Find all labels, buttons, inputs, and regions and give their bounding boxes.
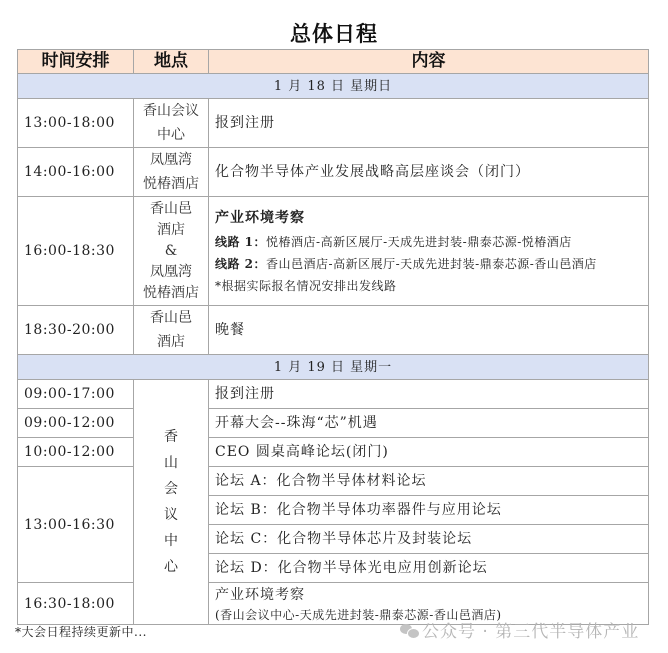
content-cell — [209, 197, 649, 306]
header-location: 地点 — [134, 50, 209, 74]
location-cell — [134, 306, 209, 355]
location-line: 香山邑 — [150, 310, 192, 326]
header-content: 内容 — [209, 50, 649, 74]
route-label: 线路 1： — [215, 235, 267, 249]
location-cell — [134, 99, 209, 148]
table-row — [18, 197, 649, 306]
location-line: 酒店 — [157, 221, 185, 238]
content-cell: 报到注册 — [209, 380, 649, 409]
day-label: 1 月 18 日 星期日 — [18, 74, 649, 99]
time-cell: 09:00-17:00 — [18, 380, 134, 409]
route-note: *根据实际报名情况安排出发线路 — [215, 279, 397, 293]
table-row — [18, 99, 649, 148]
content-cell: 报到注册 — [209, 99, 649, 148]
time-cell: 16:00-18:30 — [18, 197, 134, 306]
wechat-icon — [400, 624, 418, 638]
location-char: 会 — [164, 481, 178, 497]
page-title: 总体日程 — [290, 22, 378, 46]
table-header-row — [18, 50, 649, 74]
location-char: 心 — [164, 559, 178, 575]
location-cell — [134, 197, 209, 306]
content-cell: 论坛 A：化合物半导体材料论坛 — [209, 467, 649, 496]
table-row — [18, 467, 649, 496]
location-line: 凤凰湾 — [150, 152, 192, 168]
location-line: 中心 — [157, 127, 185, 143]
table-row — [18, 306, 649, 355]
schedule-table — [17, 49, 649, 625]
content-cell: 化合物半导体产业发展战略高层座谈会（闭门） — [209, 148, 649, 197]
time-cell: 09:00-12:00 — [18, 409, 134, 438]
time-cell: 18:30-20:00 — [18, 306, 134, 355]
content-cell: CEO 圆桌高峰论坛(闭门) — [209, 438, 649, 467]
route-text: 香山邑酒店-高新区展厅-天成先进封装-鼎泰芯源-香山邑酒店 — [266, 257, 597, 271]
footnote: *大会日程持续更新中... — [15, 625, 147, 639]
content-cell: 开幕大会--珠海“芯”机遇 — [209, 409, 649, 438]
time-cell: 16:30-18:00 — [18, 583, 134, 625]
header-time: 时间安排 — [18, 50, 134, 74]
content-cell: 晚餐 — [209, 306, 649, 355]
table-row — [18, 148, 649, 197]
location-line: 香山会议 — [143, 103, 199, 119]
day-banner — [18, 74, 649, 99]
activity-title: 产业环境考察 — [215, 210, 305, 226]
route-line — [215, 253, 648, 275]
route-label: 线路 2： — [215, 257, 267, 271]
location-char: 议 — [164, 507, 178, 523]
location-char: 香 — [164, 429, 178, 445]
location-cell — [134, 148, 209, 197]
content-cell: 论坛 D：化合物半导体光电应用创新论坛 — [209, 554, 649, 583]
route-text: 悦椿酒店-高新区展厅-天成先进封装-鼎泰芯源-悦椿酒店 — [266, 235, 572, 249]
time-cell: 14:00-16:00 — [18, 148, 134, 197]
location-line: & — [164, 242, 178, 259]
route-line — [215, 231, 648, 253]
location-line: 酒店 — [157, 334, 185, 350]
watermark — [400, 617, 639, 642]
shared-location-cell — [134, 380, 209, 625]
time-cell: 10:00-12:00 — [18, 438, 134, 467]
activity-route: (香山会议中心-天成先进封装-鼎泰芯源-香山邑酒店) — [215, 607, 502, 622]
day-label: 1 月 19 日 星期一 — [18, 355, 649, 380]
content-cell: 论坛 B：化合物半导体功率器件与应用论坛 — [209, 496, 649, 525]
day-banner — [18, 355, 649, 380]
location-char: 中 — [164, 533, 178, 549]
table-row — [18, 409, 649, 438]
watermark-text: 公众号 · 第三代半导体产业 — [422, 622, 640, 642]
location-line: 凤凰湾 — [150, 263, 192, 280]
table-row — [18, 380, 649, 409]
time-cell: 13:00-16:30 — [18, 467, 134, 583]
location-line: 悦椿酒店 — [143, 284, 199, 301]
table-row — [18, 438, 649, 467]
location-line: 悦椿酒店 — [143, 176, 199, 192]
activity-title: 产业环境考察 — [215, 586, 305, 603]
location-char: 山 — [164, 455, 178, 471]
content-cell: 论坛 C：化合物半导体芯片及封装论坛 — [209, 525, 649, 554]
location-line: 香山邑 — [150, 200, 192, 217]
time-cell: 13:00-18:00 — [18, 99, 134, 148]
